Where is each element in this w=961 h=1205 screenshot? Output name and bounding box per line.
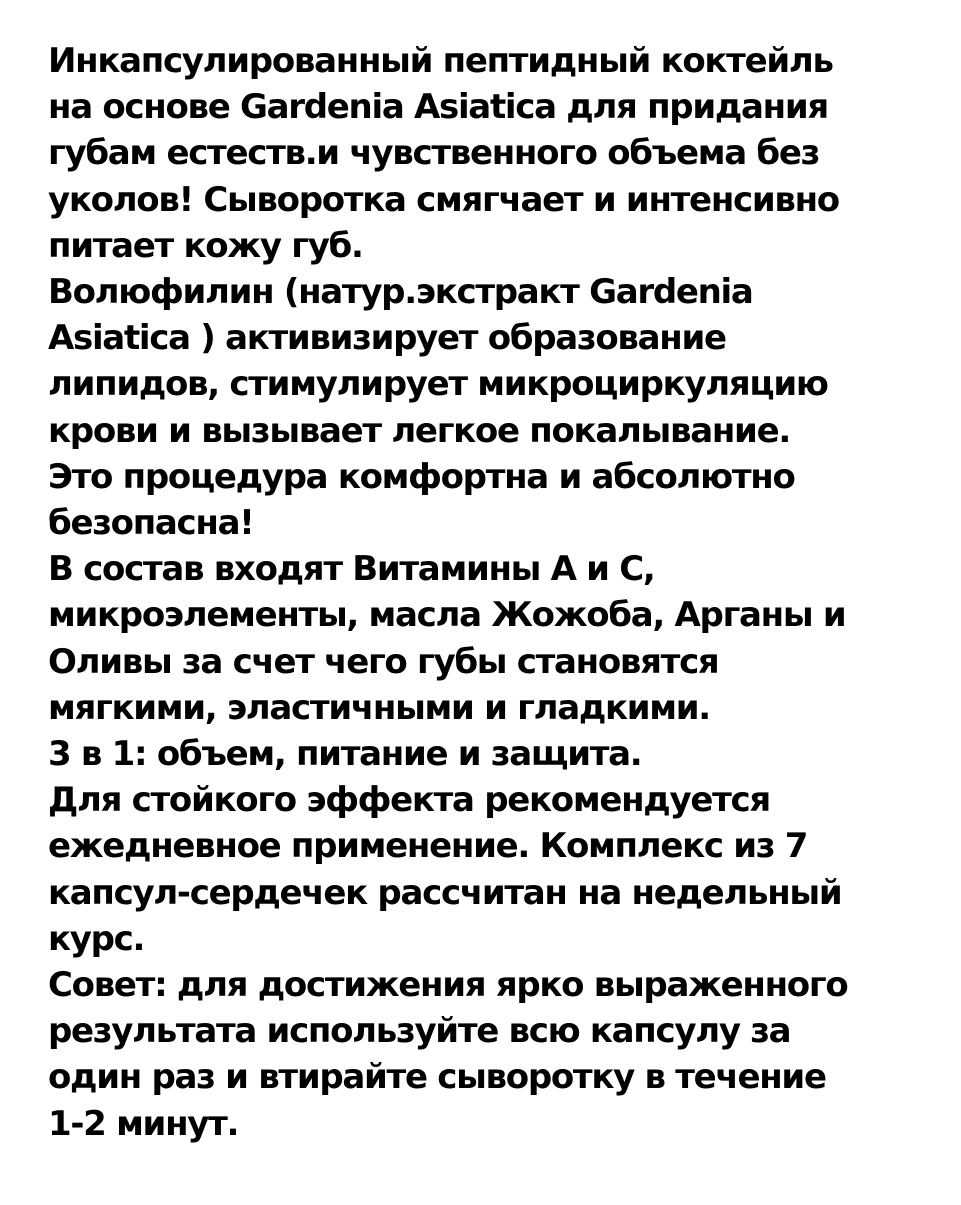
text-line: результата используйте всю капсулу за	[48, 1011, 791, 1052]
text-line: Для стойкого эффекта рекомендуется	[48, 780, 770, 821]
text-line: Волюфилин (натур.экстракт Gardenia	[48, 272, 753, 313]
text-line: один раз и втирайте сыворотку в течение	[48, 1057, 826, 1098]
text-line: Совет: для достижения ярко выраженного	[48, 965, 848, 1006]
text-line: питает кожу губ.	[48, 225, 363, 266]
text-line: крови и вызывает легкое покалывание.	[48, 410, 790, 451]
text-line: уколов! Сыворотка смягчает и интенсивно	[48, 179, 839, 220]
text-line: В состав входят Витамины А и С,	[48, 549, 655, 590]
text-line: мягкими, эластичными и гладкими.	[48, 687, 710, 728]
text-line: Оливы за счет чего губы становятся	[48, 641, 719, 682]
text-line: Это процедура комфортна и абсолютно	[48, 456, 795, 497]
product-description	[48, 38, 948, 1147]
text-line: Asiatica ) активизирует образование	[48, 318, 726, 359]
text-line: микроэлементы, масла Жожоба, Арганы и	[48, 595, 846, 636]
text-line: безопасна!	[48, 503, 254, 544]
text-line: губам естеств.и чувственного объема без	[48, 133, 820, 174]
text-line: 1-2 минут.	[48, 1103, 239, 1144]
text-line: капсул-сердечек рассчитан на недельный	[48, 872, 842, 913]
text-line: курс.	[48, 918, 145, 959]
text-line: липидов, стимулирует микроциркуляцию	[48, 364, 828, 405]
text-line: ежедневное применение. Комплекс из 7	[48, 826, 808, 867]
text-line: 3 в 1: объем, питание и защита.	[48, 734, 642, 775]
text-line: на основе Gardenia Asiatica для придания	[48, 87, 828, 128]
text-line: Инкапсулированный пептидный коктейль	[48, 41, 833, 81]
